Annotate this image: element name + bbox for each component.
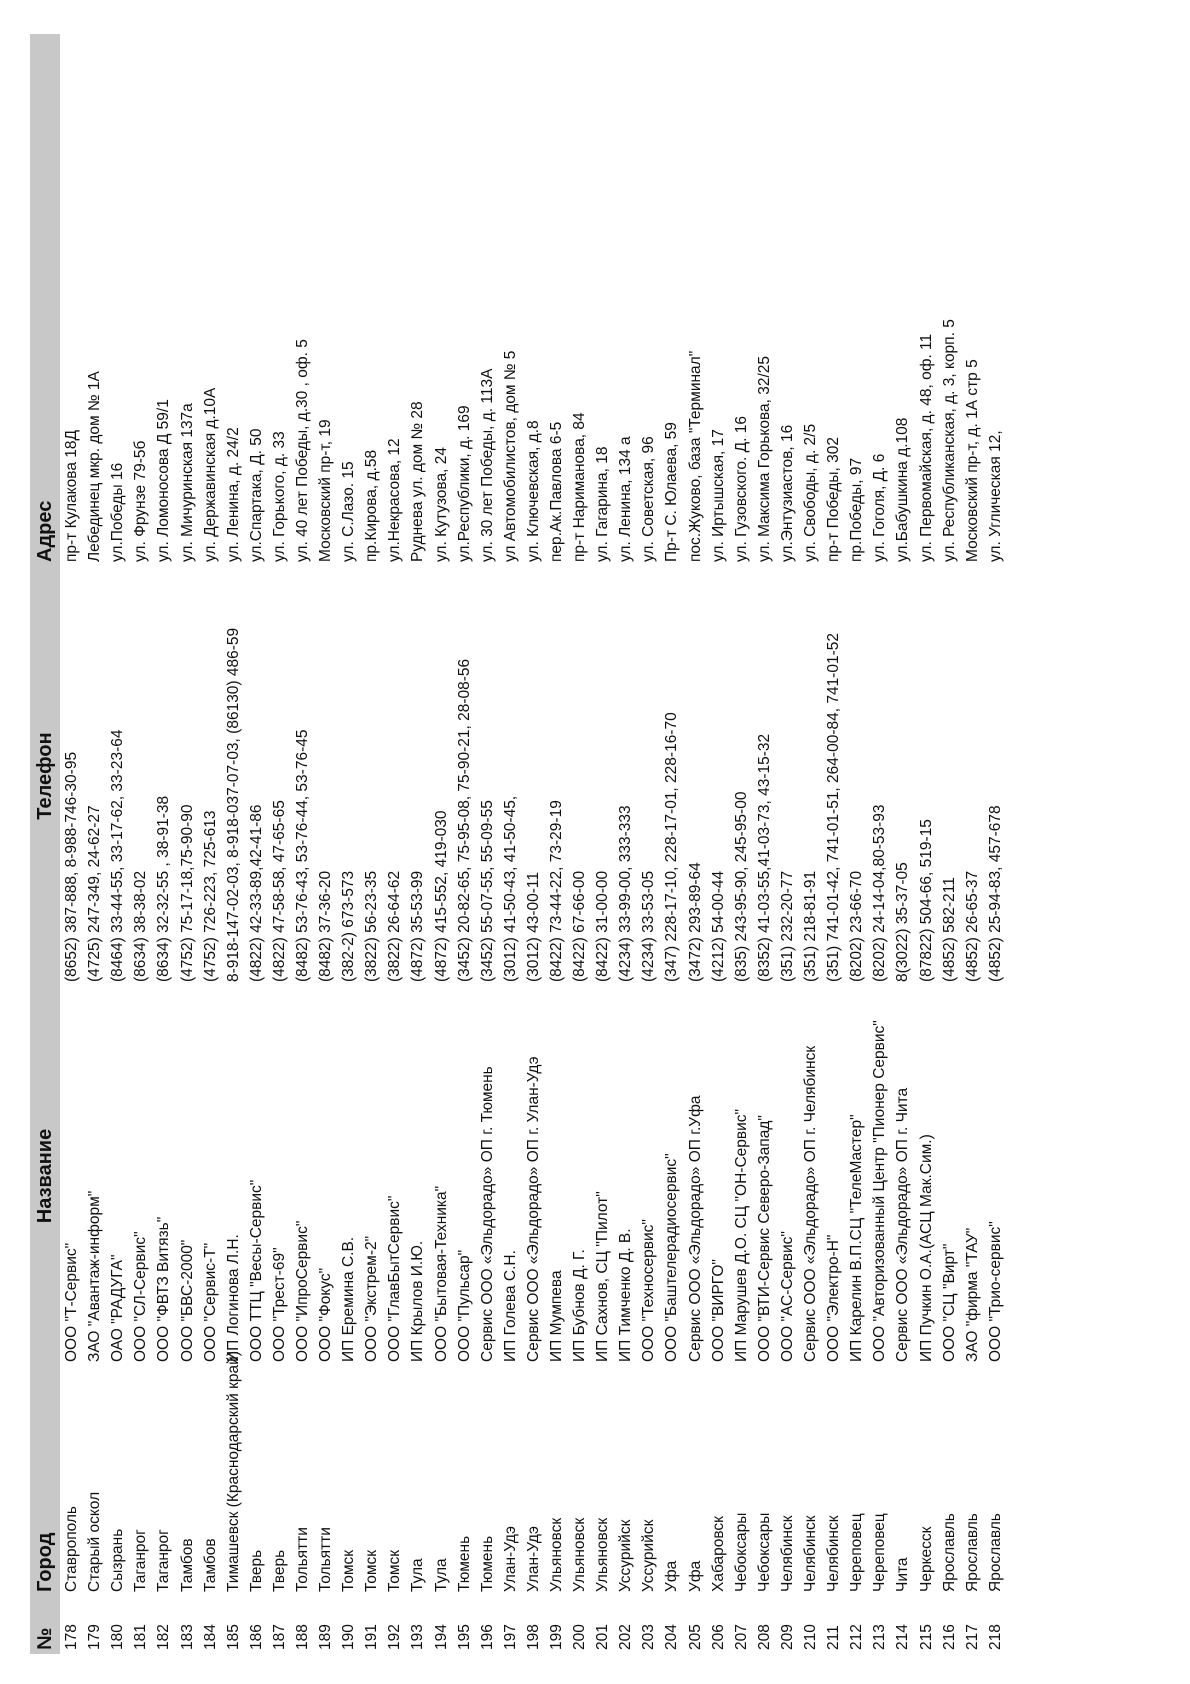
address-cell: ул.Спартака, Д. 50 <box>247 428 265 562</box>
row-num: 191 <box>363 1624 381 1650</box>
table-row <box>914 34 937 1654</box>
phone-cell: (4234) 33-99-00, 333-333 <box>617 805 635 982</box>
table-row <box>545 34 568 1654</box>
city-cell: Чебоксары <box>755 1512 773 1592</box>
row-num: 193 <box>409 1624 427 1650</box>
row-num: 200 <box>571 1624 589 1650</box>
address-cell: пр.Победы, 97 <box>848 457 866 562</box>
address-cell: Руднева ул. дом № 28 <box>409 401 427 562</box>
table-row <box>684 34 707 1654</box>
table-row <box>660 34 683 1654</box>
city-cell: Челябинск <box>778 1515 796 1592</box>
table-row <box>222 34 245 1654</box>
address-cell: ул. Гузовского. Д. 16 <box>732 415 750 562</box>
name-cell: ООО "Бытовая-Техника" <box>432 1185 450 1362</box>
name-cell: ЗАО "Авантаж-информ" <box>86 1190 104 1362</box>
name-cell: Сервис ООО «Эльдорадо» ОП г.Уфа <box>686 1095 704 1362</box>
row-num: 180 <box>109 1624 127 1650</box>
table-row <box>406 34 429 1654</box>
row-num: 179 <box>86 1624 104 1650</box>
name-cell: ИП Голева С.Н. <box>501 1250 519 1362</box>
row-num: 205 <box>686 1624 704 1650</box>
header-name: Название <box>30 986 60 1366</box>
city-cell: Чита <box>894 1557 912 1592</box>
phone-cell: 8-918-147-02-03, 8-918-037-07-03, (86130) 486-59 <box>224 627 242 982</box>
address-cell: ул. С.Лазо. 15 <box>340 461 358 562</box>
name-cell: ООО "СЛ-Сервис" <box>132 1231 150 1362</box>
name-cell: ИП Бубнов Д. Г. <box>571 1249 589 1362</box>
row-num: 210 <box>802 1624 820 1650</box>
phone-cell: (8202) 24-14-04,80-53-93 <box>871 804 889 982</box>
name-cell: ИП Тимченко Д. В. <box>617 1228 635 1362</box>
row-num: 211 <box>825 1625 843 1650</box>
name-cell: ООО "Баштелерадиосервис" <box>663 1153 681 1362</box>
name-cell: Сервис ООО «Эльдорадо» ОП г. Челябинск <box>802 1045 820 1362</box>
row-num: 207 <box>732 1624 750 1650</box>
address-cell: ул. Ленина, д. 24/2 <box>224 427 242 562</box>
city-cell: Уссурийск <box>640 1519 658 1592</box>
row-num: 196 <box>478 1624 496 1650</box>
row-num: 189 <box>317 1624 335 1650</box>
phone-cell: 8(3022) 35-37-05 <box>894 862 912 982</box>
phone-cell: (351) 218-81-91 <box>802 870 820 982</box>
city-cell: Череповец <box>871 1513 889 1592</box>
phone-cell: (3822) 26-64-62 <box>386 870 404 982</box>
address-cell: ул. Мичуринская 137а <box>178 403 196 562</box>
phone-cell: (3452) 20-82-65, 75-95-08, 75-90-21, 28-08-56 <box>455 658 473 982</box>
city-cell: Хабаровск <box>709 1516 727 1592</box>
table-row <box>984 34 1007 1654</box>
city-cell: Улан-Удэ <box>524 1526 542 1592</box>
city-cell: Сызрань <box>109 1528 127 1592</box>
row-num: 212 <box>848 1624 866 1650</box>
row-num: 187 <box>270 1624 288 1650</box>
city-cell: Тольятти <box>317 1527 335 1592</box>
address-cell: пр-т Нариманова, 84 <box>571 412 589 562</box>
table-row <box>845 34 868 1654</box>
city-cell: Тула <box>409 1558 427 1592</box>
name-cell: ИП Карелин В.П.СЦ "ТелеМастер" <box>848 1114 866 1362</box>
address-cell: ул. 40 лет Победы, д.30 , оф. 5 <box>293 339 311 562</box>
city-cell: Череповец <box>848 1513 866 1592</box>
table-row <box>83 34 106 1654</box>
name-cell: ИП Мумпева <box>548 1270 566 1362</box>
address-cell: ул. Республиканская, д. 3, корп. 5 <box>940 319 958 562</box>
address-cell: Пр-т С. Юлаева, 59 <box>663 422 681 562</box>
row-num: 197 <box>501 1624 519 1650</box>
phone-cell: (347) 228-17-10, 228-17-01, 228-16-70 <box>663 712 681 982</box>
city-cell: Ульяновск <box>594 1517 612 1592</box>
table-row <box>175 34 198 1654</box>
row-num: 201 <box>594 1624 612 1650</box>
table-row <box>568 34 591 1654</box>
name-cell: ООО "СЦ "Вирт" <box>940 1243 958 1362</box>
phone-cell: (4822) 42-33-89,42-41-86 <box>247 804 265 982</box>
row-num: 186 <box>247 1624 265 1650</box>
address-cell: ул. Иртышская, 17 <box>709 429 727 562</box>
rotated-page <box>30 34 1040 1654</box>
row-num: 195 <box>455 1624 473 1650</box>
table-body <box>60 34 1007 1654</box>
name-cell: ООО "ФВТЗ Витязь" <box>155 1216 173 1362</box>
table-row <box>430 34 453 1654</box>
city-cell: Тверь <box>270 1549 288 1592</box>
name-cell: ООО "Электро-Н" <box>825 1234 843 1362</box>
city-cell: Ульяновск <box>548 1517 566 1592</box>
city-cell: Ульяновск <box>571 1517 589 1592</box>
phone-cell: (8482) 53-76-43, 53-76-44, 53-76-45 <box>293 729 311 982</box>
name-cell: ООО "ВИРГО" <box>709 1259 727 1362</box>
address-cell: ул. Кутузова, 24 <box>432 447 450 562</box>
table-row <box>614 34 637 1654</box>
row-num: 194 <box>432 1624 450 1650</box>
table-row <box>337 34 360 1654</box>
city-cell: Таганрог <box>155 1529 173 1592</box>
address-cell: ул. Первомайская, д. 48, оф. 11 <box>917 333 935 562</box>
city-cell: Черкесск <box>917 1526 935 1592</box>
table-row <box>868 34 891 1654</box>
table-row <box>591 34 614 1654</box>
city-cell: Таганрог <box>132 1529 150 1592</box>
table-row <box>453 34 476 1654</box>
name-cell: Сервис ООО «Эльдорадо» ОП г. Чита <box>894 1087 912 1362</box>
table-row <box>753 34 776 1654</box>
name-cell: ООО "ИпроСервис" <box>293 1220 311 1362</box>
name-cell: Сервис ООО «Эльдорадо» ОП г. Улан-Удэ <box>524 1056 542 1362</box>
city-cell: Челябинск <box>802 1515 820 1592</box>
row-num: 203 <box>640 1624 658 1650</box>
city-cell: Старый оскол <box>86 1491 104 1592</box>
phone-cell: (4752) 726-223, 725-613 <box>201 810 219 982</box>
row-num: 213 <box>871 1624 889 1650</box>
city-cell: Ярославль <box>940 1513 958 1592</box>
name-cell: ОАО "РАДУГА" <box>109 1254 127 1362</box>
name-cell: ИП Крылов И.Ю. <box>409 1240 427 1362</box>
city-cell: Уфа <box>663 1560 681 1592</box>
address-cell: ул.Победы 16 <box>109 462 127 562</box>
row-num: 192 <box>386 1624 404 1650</box>
address-cell: ул. Максима Горькова, 32/25 <box>755 355 773 562</box>
address-cell: ул.Республики, д. 169 <box>455 405 473 562</box>
row-num: 181 <box>132 1624 150 1650</box>
city-cell: Тамбов <box>178 1538 196 1592</box>
table-row <box>106 34 129 1654</box>
table-header-row <box>30 34 60 1654</box>
address-cell: пр-т Победы, 302 <box>825 437 843 562</box>
name-cell: ООО "Трио-сервис" <box>986 1221 1004 1362</box>
table-row <box>522 34 545 1654</box>
header-num: № <box>30 1596 60 1654</box>
table-row <box>799 34 822 1654</box>
table-row <box>60 34 83 1654</box>
table-row <box>268 34 291 1654</box>
table-row <box>383 34 406 1654</box>
table-row <box>499 34 522 1654</box>
row-num: 198 <box>524 1624 542 1650</box>
phone-cell: (3822) 56-23-35 <box>363 870 381 982</box>
table-row <box>291 34 314 1654</box>
address-cell: Лебединец мкр. дом № 1А <box>86 371 104 562</box>
row-num: 183 <box>178 1624 196 1650</box>
phone-cell: (87822) 504-66, 519-15 <box>917 819 935 982</box>
city-cell: Томск <box>363 1549 381 1592</box>
phone-cell: (8422) 31-00-00 <box>594 870 612 982</box>
phone-cell: (8422) 67-66-00 <box>571 870 589 982</box>
row-num: 185 <box>224 1624 242 1650</box>
phone-cell: (3012) 43-00-11 <box>524 871 542 982</box>
row-num: 184 <box>201 1624 219 1650</box>
phone-cell: (3472) 293-89-64 <box>686 862 704 982</box>
phone-cell: (8422) 73-44-22, 73-29-19 <box>548 800 566 982</box>
address-cell: ул. Советская, 96 <box>640 436 658 562</box>
city-cell: Тюмень <box>478 1535 496 1592</box>
row-num: 208 <box>755 1624 773 1650</box>
phone-cell: (4852) 582-211 <box>940 877 958 982</box>
table-row <box>707 34 730 1654</box>
phone-cell: (4725) 247-349, 24-62-27 <box>86 805 104 982</box>
city-cell: Тамбов <box>201 1538 219 1592</box>
row-num: 216 <box>940 1624 958 1650</box>
name-cell: ООО "АС-Сервис" <box>778 1231 796 1362</box>
city-cell: Уфа <box>686 1560 704 1592</box>
name-cell: ИП Логинова Л.Н. <box>224 1234 242 1362</box>
address-cell: ул. Державинская д.10А <box>201 387 219 562</box>
table-row <box>360 34 383 1654</box>
address-cell: пер.Ак.Павлова 6-5 <box>548 421 566 562</box>
row-num: 217 <box>963 1624 981 1650</box>
header-address: Адрес <box>30 34 60 566</box>
city-cell: Улан-Удэ <box>501 1526 519 1592</box>
city-cell: Ярославль <box>986 1513 1004 1592</box>
city-cell: Чебоксары <box>732 1512 750 1592</box>
name-cell: ООО "ВТИ-Сервис Северо-Запад" <box>755 1115 773 1362</box>
city-cell: Уссурийск <box>617 1519 635 1592</box>
city-cell: Тула <box>432 1558 450 1592</box>
city-cell: Ставрополь <box>63 1505 81 1592</box>
table-row <box>730 34 753 1654</box>
table-row <box>637 34 660 1654</box>
table-row <box>961 34 984 1654</box>
city-cell: Томск <box>386 1549 404 1592</box>
row-num: 215 <box>917 1624 935 1650</box>
table-row <box>245 34 268 1654</box>
row-num: 199 <box>548 1624 566 1650</box>
table-row <box>891 34 914 1654</box>
name-cell: ЗАО "фирма "ТАУ" <box>963 1227 981 1362</box>
address-cell: ул. Ключевская, д.8 <box>524 420 542 562</box>
address-cell: ул. Фрунзе 79-5б <box>132 440 150 562</box>
table-row <box>476 34 499 1654</box>
phone-cell: (3452) 55-07-55, 55-09-55 <box>478 800 496 982</box>
header-phone: Телефон <box>30 566 60 986</box>
name-cell: ООО "Экстрем-2" <box>363 1235 381 1362</box>
address-cell: ул. Гагарина, 18 <box>594 446 612 562</box>
name-cell: ООО "Трест-69" <box>270 1247 288 1362</box>
city-cell: Тольятти <box>293 1527 311 1592</box>
name-cell: ООО ТТЦ "Весы-Сервис" <box>247 1179 265 1362</box>
phone-cell: (3012) 41-50-43, 41-50-45, <box>501 795 519 982</box>
city-cell: Томск <box>340 1549 358 1592</box>
header-city: Город <box>30 1366 60 1596</box>
address-cell: ул. 30 лет Победы, д. 113А <box>478 368 496 562</box>
phone-cell: (8352) 41-03-55,41-03-73, 43-15-32 <box>755 733 773 982</box>
address-cell: ул. Гоголя, Д. 6 <box>871 453 889 562</box>
name-cell: ИП Еремина С.В. <box>340 1236 358 1362</box>
address-cell: ул.Энтузиастов, 16 <box>778 424 796 562</box>
row-num: 202 <box>617 1624 635 1650</box>
row-num: 209 <box>778 1624 796 1650</box>
name-cell: ИП Пучкин О.А.(АСЦ Мак.Сим.) <box>917 1134 935 1362</box>
table-row <box>822 34 845 1654</box>
table-row <box>199 34 222 1654</box>
name-cell: ООО "Авторизованный Центр "Пионер Сервис" <box>871 1020 889 1362</box>
phone-cell: (4852) 25-94-83, 457-678 <box>986 805 1004 982</box>
row-num: 218 <box>986 1624 1004 1650</box>
table-row <box>314 34 337 1654</box>
phone-cell: (4234) 33-53-05 <box>640 870 658 982</box>
address-cell: ул. Ломоносова Д 59/1 <box>155 399 173 562</box>
phone-cell: (8634) 32-32-55 , 38-91-38 <box>155 795 173 982</box>
row-num: 178 <box>63 1624 81 1650</box>
name-cell: ООО "Т-Сервис" <box>63 1242 81 1362</box>
city-cell: Тверь <box>247 1549 265 1592</box>
name-cell: ООО "Пульсар" <box>455 1249 473 1362</box>
name-cell: ООО "Техносервис" <box>640 1219 658 1362</box>
table-row <box>129 34 152 1654</box>
phone-cell: (351) 741-01-42, 741-01-51, 264-00-84, 741-01-52 <box>825 633 843 982</box>
address-cell: ул.Бабушкина д.108 <box>894 417 912 562</box>
phone-cell: (8482) 37-36-20 <box>317 870 335 982</box>
phone-cell: (4212) 54-00-44 <box>709 870 727 982</box>
name-cell: ООО "Фокус" <box>317 1267 335 1362</box>
address-cell: пр.Кирова, д.58 <box>363 449 381 562</box>
phone-cell: (4872) 35-53-99 <box>409 870 427 982</box>
table-row <box>776 34 799 1654</box>
name-cell: ИП Марушев Д.О. СЦ "ОН-Сервис" <box>732 1108 750 1362</box>
name-cell: ООО "Сервис-Т" <box>201 1242 219 1362</box>
address-cell: пр-т Кулакова 18Д <box>63 430 81 562</box>
service-centers-table <box>30 34 1007 1654</box>
address-cell: ул. Свободы, д. 2/5 <box>802 423 820 562</box>
phone-cell: (351) 232-20-77 <box>778 870 796 982</box>
row-num: 182 <box>155 1624 173 1650</box>
phone-cell: (4852) 26-65-37 <box>963 870 981 982</box>
address-cell: пос.Жуково, база "Терминал" <box>686 350 704 562</box>
table-row <box>938 34 961 1654</box>
row-num: 190 <box>340 1624 358 1650</box>
address-cell: ул Автомобилистов, дом № 5 <box>501 350 519 562</box>
phone-cell: (8652) 387-888, 8-988-746-30-95 <box>63 751 81 982</box>
address-cell: ул. Горького, д. 33 <box>270 431 288 562</box>
name-cell: ООО "БВС-2000" <box>178 1239 196 1362</box>
row-num: 206 <box>709 1624 727 1650</box>
address-cell: ул. Ленина, 134 а <box>617 436 635 562</box>
phone-cell: (382-2) 673-573 <box>340 870 358 982</box>
row-num: 214 <box>894 1624 912 1650</box>
address-cell: Московский пр-т, 19 <box>317 419 335 562</box>
phone-cell: (8202) 23-66-70 <box>848 870 866 982</box>
name-cell: ООО "ГлавБытСервис" <box>386 1195 404 1362</box>
city-cell: Тимашевск (Краснодарский край) <box>224 1351 242 1592</box>
row-num: 188 <box>293 1624 311 1650</box>
row-num: 204 <box>663 1624 681 1650</box>
phone-cell: (835) 243-95-90, 245-95-00 <box>732 791 750 982</box>
phone-cell: (4872) 415-552, 419-030 <box>432 810 450 982</box>
city-cell: Тюмень <box>455 1535 473 1592</box>
phone-cell: (4822) 47-58-58, 47-65-65 <box>270 800 288 982</box>
table-row <box>152 34 175 1654</box>
address-cell: ул. Углическая 12, <box>986 430 1004 562</box>
city-cell: Челябинск <box>825 1515 843 1592</box>
phone-cell: (8464) 33-44-55, 33-17-62, 33-23-64 <box>109 729 127 982</box>
phone-cell: (8634) 38-38-02 <box>132 870 150 982</box>
name-cell: Сервис ООО «Эльдорадо» ОП г. Тюмень <box>478 1066 496 1362</box>
address-cell: Московский пр-т, д. 1А стр 5 <box>963 359 981 562</box>
phone-cell: (4752) 75-17-18,75-90-90 <box>178 804 196 982</box>
address-cell: ул.Некрасова, 12 <box>386 438 404 562</box>
city-cell: Ярославль <box>963 1513 981 1592</box>
name-cell: ИП Сахнов, СЦ "Пилот" <box>594 1191 612 1362</box>
